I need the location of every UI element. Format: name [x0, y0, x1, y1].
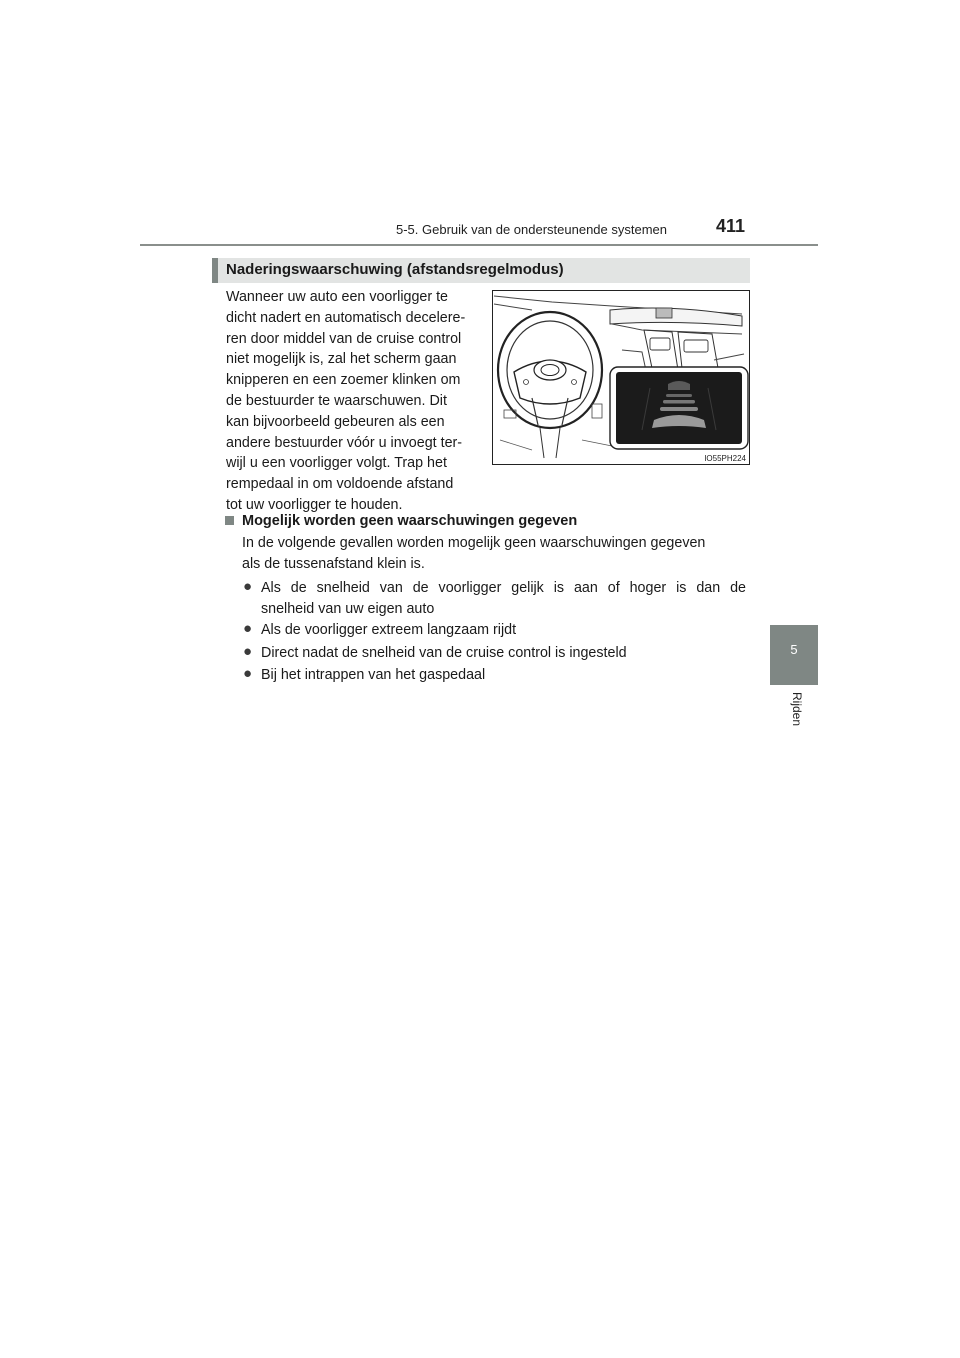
page-number: 411 — [716, 216, 746, 236]
paragraph-line: ren door middel van de cruise control — [226, 330, 462, 347]
paragraph-line: niet mogelijk is, zal het scherm gaan — [226, 351, 457, 368]
paragraph-line: dicht nadert en automatisch decelere- — [226, 309, 466, 326]
paragraph-line: rempedaal in om voldoende afstand — [226, 476, 454, 493]
bullet-item: Als de voorligger extreem langzaam rijdt — [261, 622, 517, 638]
dashboard-drawing — [492, 290, 750, 465]
bullet-item-continuation: snelheid van uw eigen auto — [261, 601, 435, 617]
paragraph-line: knipperen en een zoemer klinken om — [226, 372, 461, 389]
intro-line: In de volgende gevallen worden mogelijk geen waarschuwingen gegeven — [242, 535, 706, 551]
paragraph-line: Wanneer uw auto een voorligger te — [226, 289, 448, 305]
chapter-name: Rijden — [790, 692, 804, 727]
bullet-item: Bij het intrappen van het gaspedaal — [261, 667, 486, 683]
section-paragraph — [226, 287, 476, 516]
bullet-item: Direct nadat de snelheid van de cruise control is ingesteld — [261, 645, 627, 661]
bullet-dot-icon: ● — [243, 620, 253, 637]
paragraph-line: wijl u een voorligger volgt. Trap het — [226, 455, 447, 472]
bullet-dot-icon: ● — [243, 643, 253, 660]
chapter-tab — [770, 625, 818, 685]
subsection-intro — [242, 533, 746, 575]
running-header-section: 5-5. Gebruik van de ondersteunende systemen — [396, 222, 668, 237]
paragraph-line: tot uw voorligger te houden. — [226, 496, 403, 513]
chapter-number: 5 — [790, 642, 798, 657]
bullet-dot-icon: ● — [243, 665, 253, 682]
section-title: Naderingswaarschuwing (afstandsregelmodus) — [226, 261, 564, 278]
intro-line: als de tussenafstand klein is. — [242, 555, 425, 572]
header-rule — [140, 244, 818, 246]
paragraph-line: andere bestuurder vóór u invoegt ter- — [226, 434, 463, 451]
bullet-item: Als de snelheid van de voorligger gelijk is aan of hoger is dan de — [261, 580, 746, 596]
bullet-dot-icon: ● — [243, 578, 253, 595]
dashboard-illustration — [492, 290, 750, 465]
chapter-name-tab — [776, 692, 816, 732]
subsection-title: Mogelijk worden geen waarschuwingen gegeven — [242, 513, 578, 529]
paragraph-line: de bestuurder te waarschuwen. Dit — [226, 392, 447, 409]
figure-code: IO55PH224 — [704, 454, 746, 463]
paragraph-line: kan bijvoorbeeld gebeuren als een — [226, 413, 445, 430]
subsection-marker-icon — [225, 516, 234, 525]
